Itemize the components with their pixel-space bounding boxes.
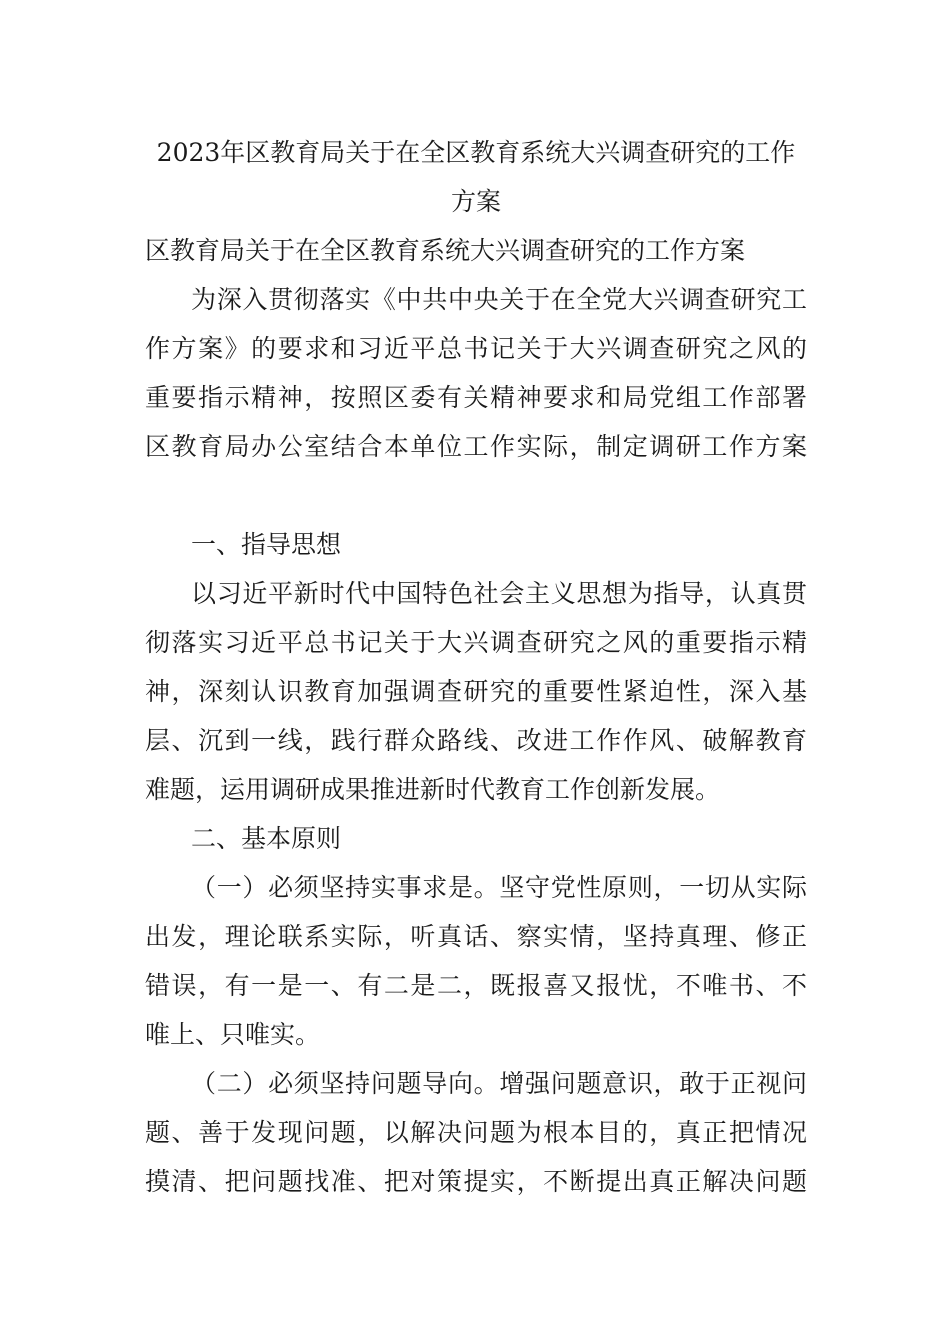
document-subtitle: 区教育局关于在全区教育系统大兴调查研究的工作方案: [145, 236, 746, 265]
intro-line: 区教育局办公室结合本单位工作实际，制定调研工作方案: [145, 432, 807, 461]
section-heading-guiding-thought: 一、指导思想: [191, 530, 342, 559]
intro-line: 重要指示精神，按照区委有关精神要求和局党组工作部署: [145, 383, 807, 412]
section1-line: 神，深刻认识教育加强调查研究的重要性紧迫性，深入基: [145, 677, 807, 706]
intro-line: 为深入贯彻落实《中共中央关于在全党大兴调查研究工: [191, 285, 807, 314]
principle1-line: 唯上、只唯实。: [145, 1020, 321, 1049]
principle2-line: 摸清、把问题找准、把对策提实，不断提出真正解决问题: [145, 1167, 807, 1196]
paragraph-gap: [145, 471, 807, 520]
principle1-line: 错误，有一是一、有二是二，既报喜又报忧，不唯书、不: [145, 971, 807, 1000]
document-title-line-2: 方案: [450, 187, 501, 216]
intro-line: 作方案》的要求和习近平总书记关于大兴调查研究之风的: [145, 334, 807, 363]
principle2-line: 题、善于发现问题，以解决问题为根本目的，真正把情况: [145, 1118, 807, 1147]
section1-line: 层、沉到一线，践行群众路线、改进工作作风、破解教育: [145, 726, 807, 755]
section1-line: 以习近平新时代中国特色社会主义思想为指导，认真贯: [191, 579, 807, 608]
principle1-line: （一）必须坚持实事求是。坚守党性原则，一切从实际: [191, 873, 807, 902]
principle1-line: 出发，理论联系实际，听真话、察实情，坚持真理、修正: [145, 922, 807, 951]
document-title-line-1: 2023年区教育局关于在全区教育系统大兴调查研究的工作: [156, 138, 796, 167]
section-heading-basic-principles: 二、基本原则: [191, 824, 342, 853]
principle2-line: （二）必须坚持问题导向。增强问题意识，敢于正视问: [191, 1069, 807, 1098]
section1-line: 难题，运用调研成果推进新时代教育工作创新发展。: [145, 775, 721, 804]
section1-line: 彻落实习近平总书记关于大兴调查研究之风的重要指示精: [145, 628, 807, 657]
document-page: [145, 128, 807, 1206]
